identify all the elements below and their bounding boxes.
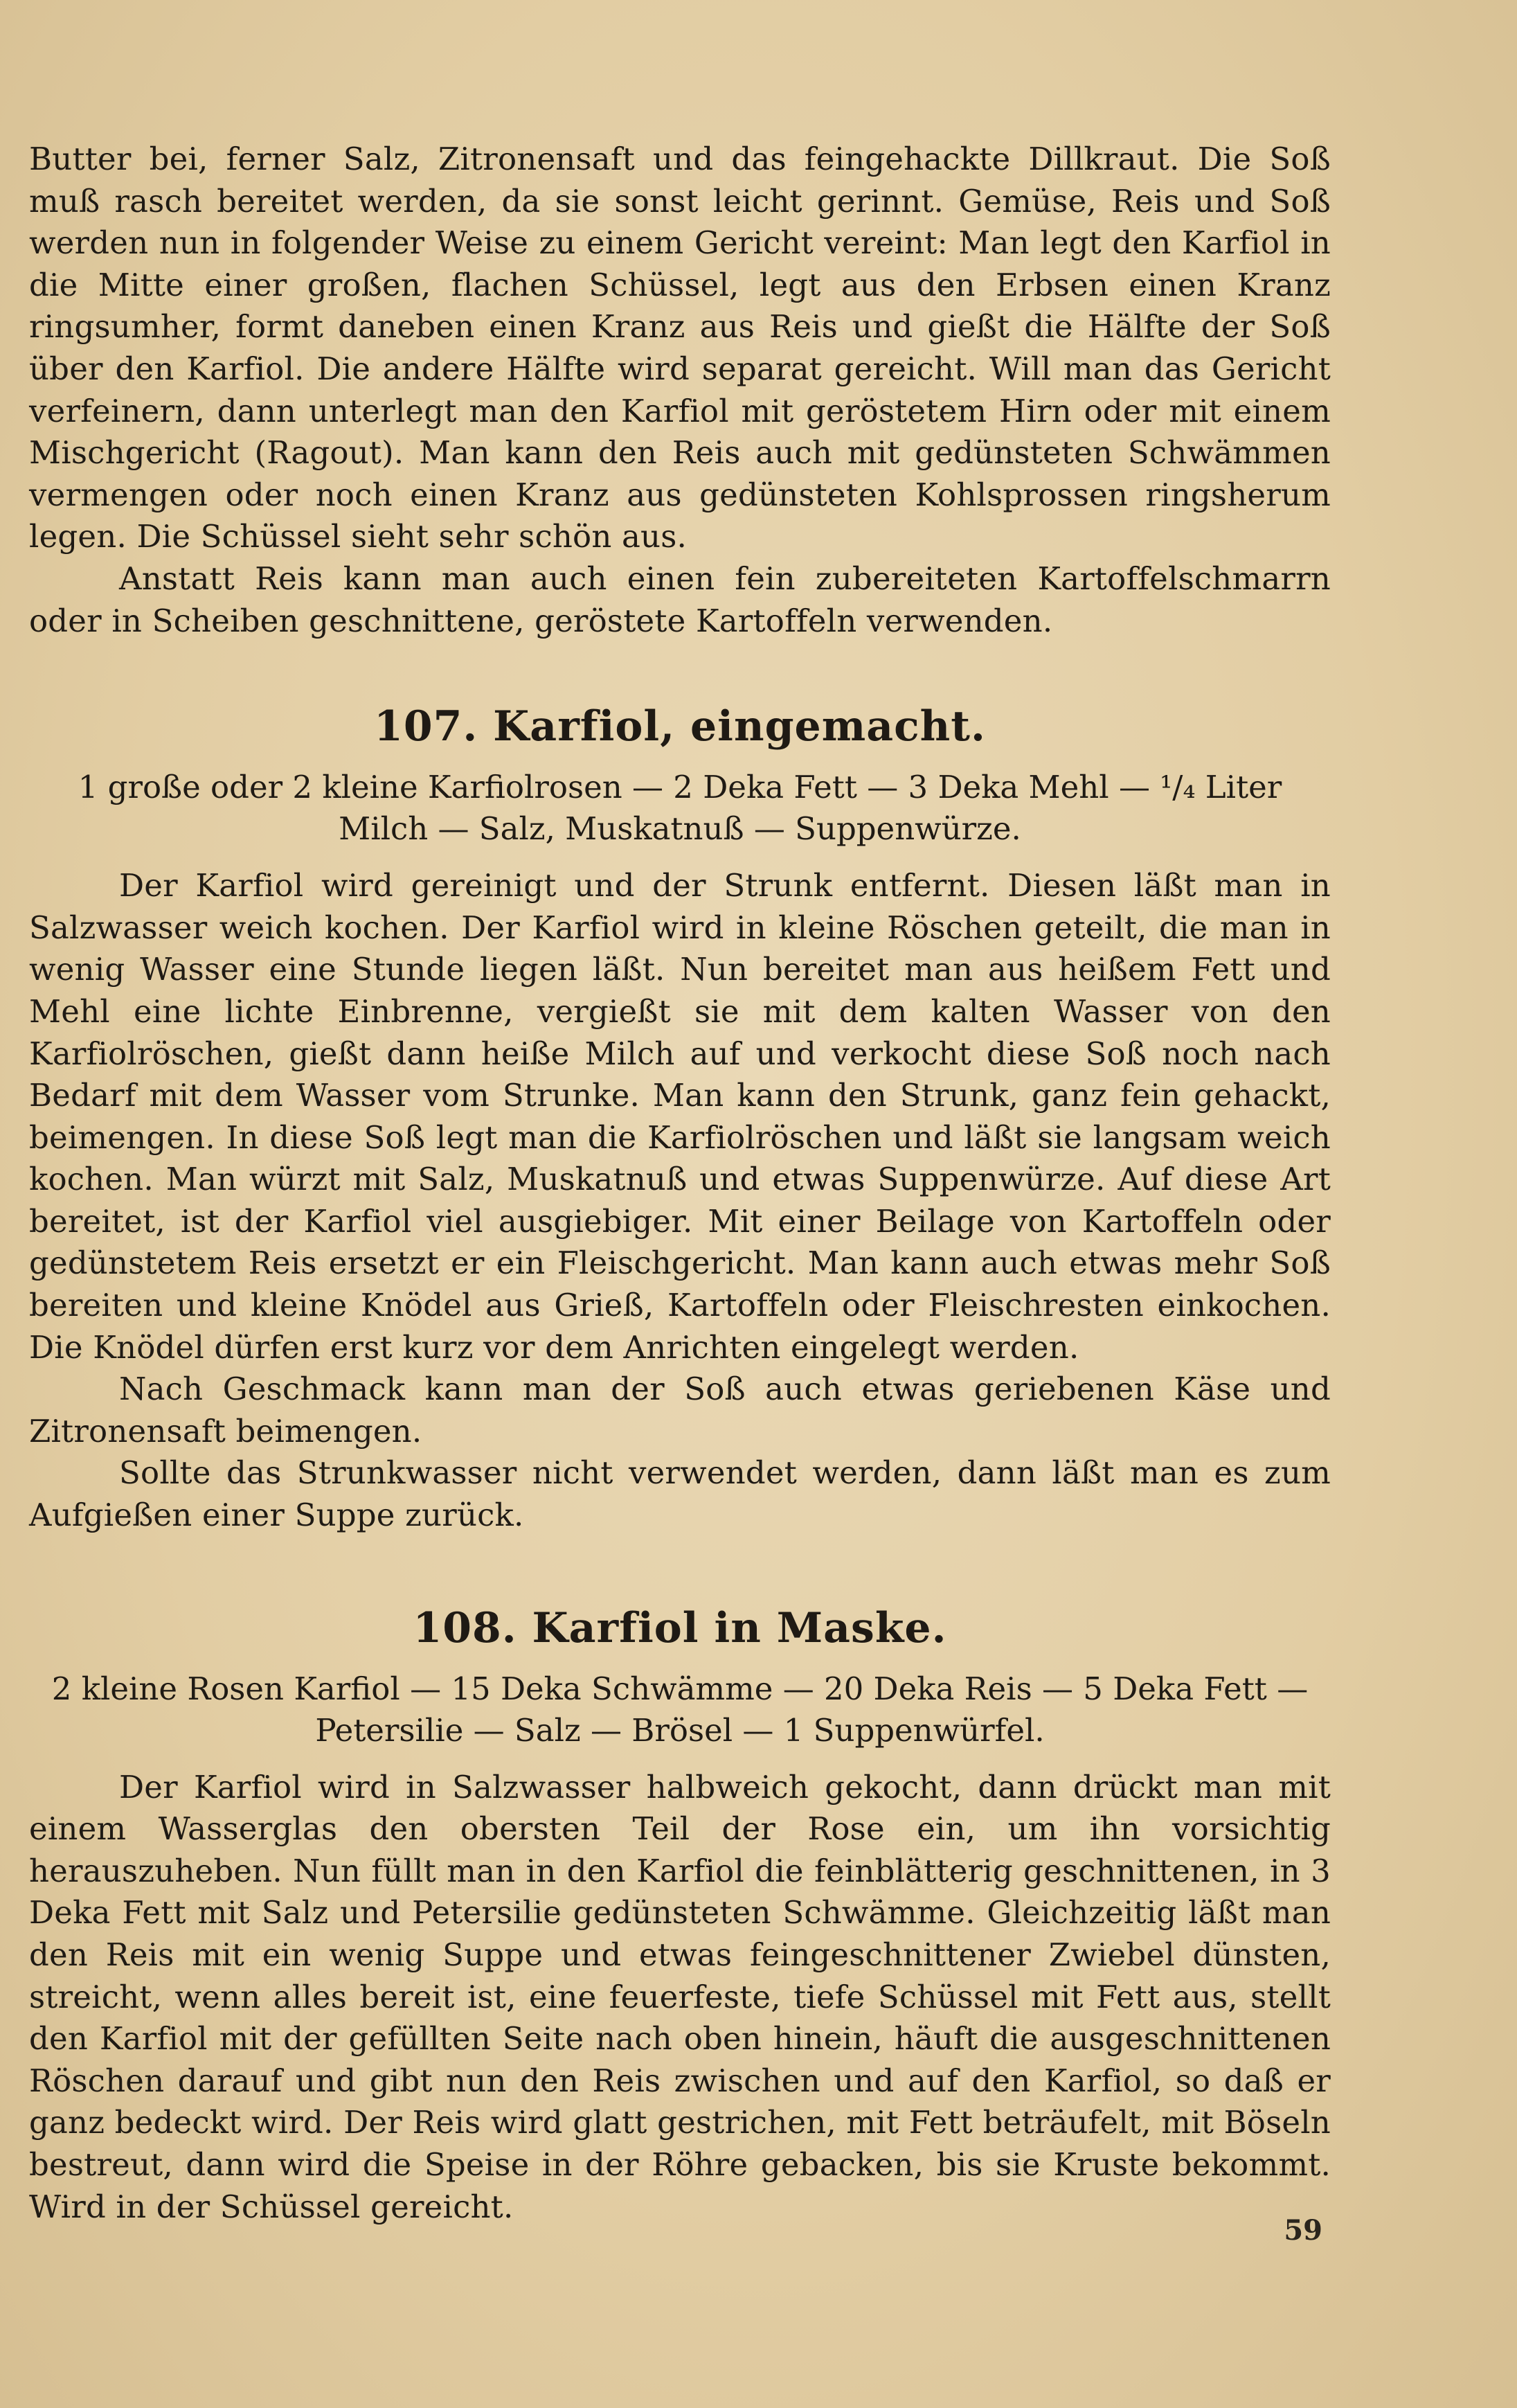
recipe-107-paragraph-2: Nach Geschmack kann man der Soß auch etwas geriebenen Käse und Zitronensaft beimengen.: [29, 1371, 1331, 1450]
recipe-107-ingredients: 1 große oder 2 kleine Karfiolrosen — 2 Deka Fett — 3 Deka Mehl — ¹/₄ Liter Milch — Salz, Muskatnuß — Suppenwürze.: [78, 769, 1282, 848]
intro-paragraph-1: Butter bei, ferner Salz, Zitronensaft und das feingehackte Dillkraut. Die Soß muß rasch bereitet werden, da sie sonst leicht gerinnt. Gemüse, Reis und Soß werden nun in folgender Weise zu einem Gericht vereint: Man legt den Karfiol in die Mitte einer großen, flachen Schüssel, legt aus den Erbsen einen Kranz ringsumher, formt daneben einen Kranz aus Reis und gießt die Hälfte der Soß über den Karfiol. Die andere Hälfte wird separat gereicht. Will man das Gericht verfeinern, dann unterlegt man den Karfiol mit geröstetem Hirn oder mit einem Mischgericht (Ragout). Man kann den Reis auch mit gedünsteten Schwämmen vermengen oder noch einen Kranz aus gedünsteten Kohlsprossen ringsherum legen. Die Schüssel sieht sehr schön aus.: [29, 141, 1331, 555]
book-page: [29, 139, 1331, 2228]
page-number: 59: [1284, 2214, 1322, 2247]
recipe-107-title: 107. Karfiol, eingemacht.: [374, 702, 986, 751]
intro-paragraph-2: Anstatt Reis kann man auch einen fein zubereiteten Kartoffelschmarrn oder in Scheiben geschnittene, geröstete Kartoffeln verwenden.: [29, 560, 1331, 639]
recipe-107-paragraph-1: Der Karfiol wird gereinigt und der Strunk entfernt. Diesen läßt man in Salzwasser weich kochen. Der Karfiol wird in kleine Röschen geteilt, die man in wenig Wasser eine Stunde liegen läßt. Nun bereitet man aus heißem Fett und Mehl eine lichte Einbrenne, vergießt sie mit dem kalten Wasser von den Karfiolröschen, gießt dann heiße Milch auf und verkocht diese Soß noch nach Bedarf mit dem Wasser vom Strunke. Man kann den Strunk, ganz fein gehackt, beimengen. In diese Soß legt man die Karfiolröschen und läßt sie langsam weich kochen. Man würzt mit Salz, Muskatnuß und etwas Suppenwürze. Auf diese Art bereitet, ist der Karfiol viel ausgiebiger. Mit einer Beilage von Kartoffeln oder gedünstetem Reis ersetzt er ein Fleischgericht. Man kann auch etwas mehr Soß bereiten und kleine Knödel aus Grieß, Kartoffeln oder Fleischresten einkochen. Die Knödel dürfen erst kurz vor dem Anrichten eingelegt werden.: [29, 867, 1331, 1366]
recipe-108-paragraph-1: Der Karfiol wird in Salzwasser halbweich gekocht, dann drückt man mit einem Wasserglas den obersten Teil der Rose ein, um ihn vorsichtig herauszuheben. Nun füllt man in den Karfiol die feinblätterig geschnittenen, in 3 Deka Fett mit Salz und Petersilie gedünsteten Schwämme. Gleichzeitig läßt man den Reis mit ein wenig Suppe und etwas feingeschnittener Zwiebel dünsten, streicht, wenn alles bereit ist, eine feuerfeste, tiefe Schüssel mit Fett aus, stellt den Karfiol mit der gefüllten Seite nach oben hinein, häuft die ausgeschnittenen Röschen darauf und gibt nun den Reis zwischen und auf den Karfiol, so daß er ganz bedeckt wird. Der Reis wird glatt gestrichen, mit Fett beträufelt, mit Böseln bestreut, dann wird die Speise in der Röhre gebacken, bis sie Kruste bekommt. Wird in der Schüssel gereicht.: [29, 1768, 1331, 2225]
recipe-108-title: 108. Karfiol in Maske.: [413, 1603, 947, 1652]
recipe-107-paragraph-3: Sollte das Strunkwasser nicht verwendet werden, dann läßt man es zum Aufgießen einer Suppe zurück.: [29, 1454, 1331, 1534]
recipe-108-ingredients: 2 kleine Rosen Karfiol — 15 Deka Schwämme — 20 Deka Reis — 5 Deka Fett — Petersilie — Salz — Brösel — 1 Suppenwürfel.: [51, 1670, 1309, 1749]
